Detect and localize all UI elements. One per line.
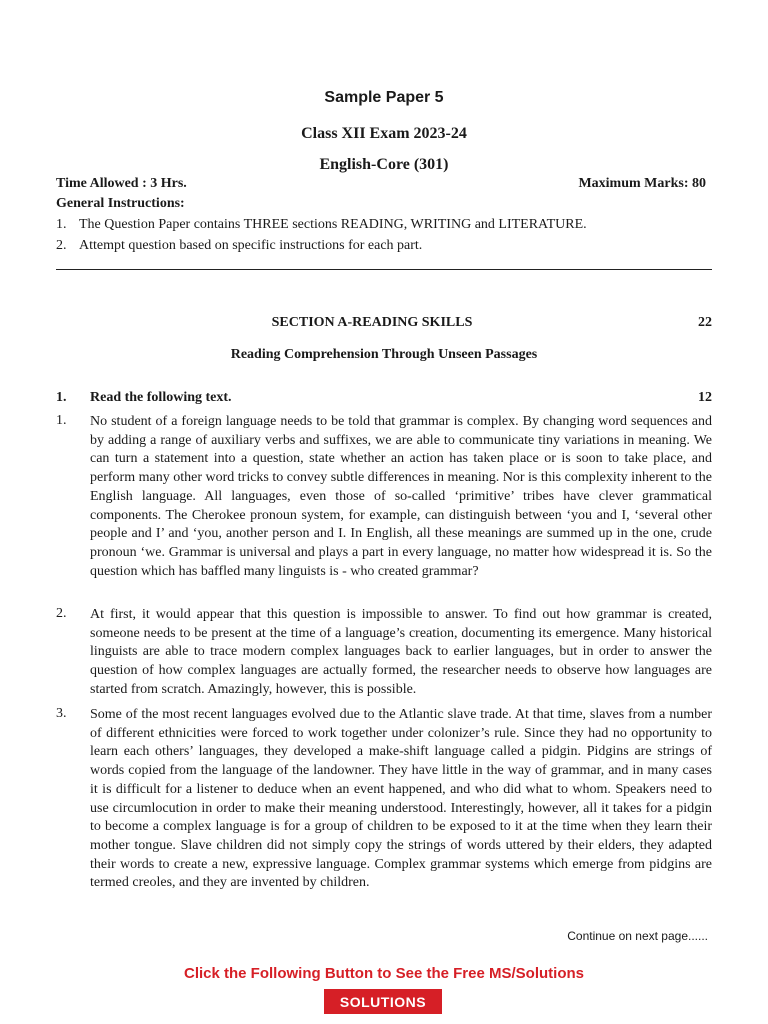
paragraph-number: 1. [56, 413, 67, 428]
section-marks: 22 [698, 315, 712, 330]
question-text: Read the following text. [90, 390, 232, 405]
paragraph-number: 2. [56, 606, 67, 621]
time-allowed: Time Allowed : 3 Hrs. [56, 176, 187, 191]
section-title: SECTION A-READING SKILLS [271, 315, 473, 330]
paragraph-text: No student of a foreign language needs to be told that grammar is complex. By changing word sequences and by adding a range of auxiliary verbs and suffixes, we are able to communicate tiny variations in meaning. We can turn a statement into a question, state whether an action has taken place or is soon to take place, and perform many other word tricks to convey subtle differences in meaning. Nor is this complexity inherent to the English language. All languages, even those of so-called ‘primitive’ tribes have clever grammatical components. The Cherokee pronoun system, for example, can distinguish between ‘you and I, ‘several other people and I’ and ‘you, another person and I. In English, all these meanings are summed up in the one, crude pronoun ‘we. Grammar is universal and plays a part in every language, no matter how widespread it is. So the question which has baffled many linguists is - who created grammar? [90, 414, 712, 579]
maximum-marks: Maximum Marks: 80 [578, 176, 706, 191]
instruction-text: The Question Paper contains THREE sections READING, WRITING and LITERATURE. [79, 217, 587, 232]
continue-note: Continue on next page...... [567, 929, 708, 943]
paragraph-text: Some of the most recent languages evolved due to the Atlantic slave trade. At that time, slaves from a number of different ethnicities were forced to work together under colonizer’s rule. Since they had no opportunity to learn each others’ languages, they developed a make-shift language called a pidgin. Pidgins are strings of words copied from the language of the landowner. They have little in the way of grammar, and in many cases it is difficult for a listener to deduce when an event happened, and who did what to whom. Speakers need to use circumlocution in order to make their meaning understood. Interestingly, however, all it takes for a pidgin to become a complex language is for a group of children to be exposed to it at the time when they learn their mother tongue. Slave children did not simply copy the strings of words uttered by their elders, they adapted their words to create a new, expressive language. Complex grammar systems which emerge from pidgins are termed creoles, and they are invented by children. [90, 707, 712, 891]
question-marks: 12 [698, 390, 712, 405]
instruction-text: Attempt question based on specific instructions for each part. [79, 238, 423, 253]
section-subheading: Reading Comprehension Through Unseen Passages [230, 347, 538, 362]
solutions-button[interactable]: SOLUTIONS [324, 989, 442, 1014]
divider [56, 269, 712, 270]
sample-paper-title: Sample Paper 5 [324, 89, 444, 106]
question-number: 1. [56, 390, 67, 405]
passage-paragraph [56, 606, 712, 700]
general-instructions-title: General Instructions: [56, 196, 185, 211]
passage-paragraph [56, 413, 712, 581]
subject-title: English-Core (301) [319, 156, 449, 173]
instruction-item [56, 217, 712, 233]
solutions-promo-link[interactable]: Click the Following Button to See the Free MS/Solutions [183, 965, 584, 982]
exam-meta-row [56, 176, 706, 192]
class-exam-title: Class XII Exam 2023-24 [301, 125, 467, 142]
paragraph-number: 3. [56, 706, 67, 721]
instruction-number: 1. [56, 217, 67, 232]
paragraph-text: At first, it would appear that this question is impossible to answer. To find out how grammar is created, someone needs to be present at the time of a language’s creation, documenting its emergence. Many historical linguists are able to trace modern complex languages back to earlier languages, but in order to answer the question of how complex languages are actually formed, the researcher needs to observe how languages are started from scratch. Amazingly, however, this is possible. [90, 607, 712, 697]
passage-paragraph [56, 706, 712, 893]
instruction-number: 2. [56, 238, 67, 253]
instruction-item [56, 238, 712, 254]
